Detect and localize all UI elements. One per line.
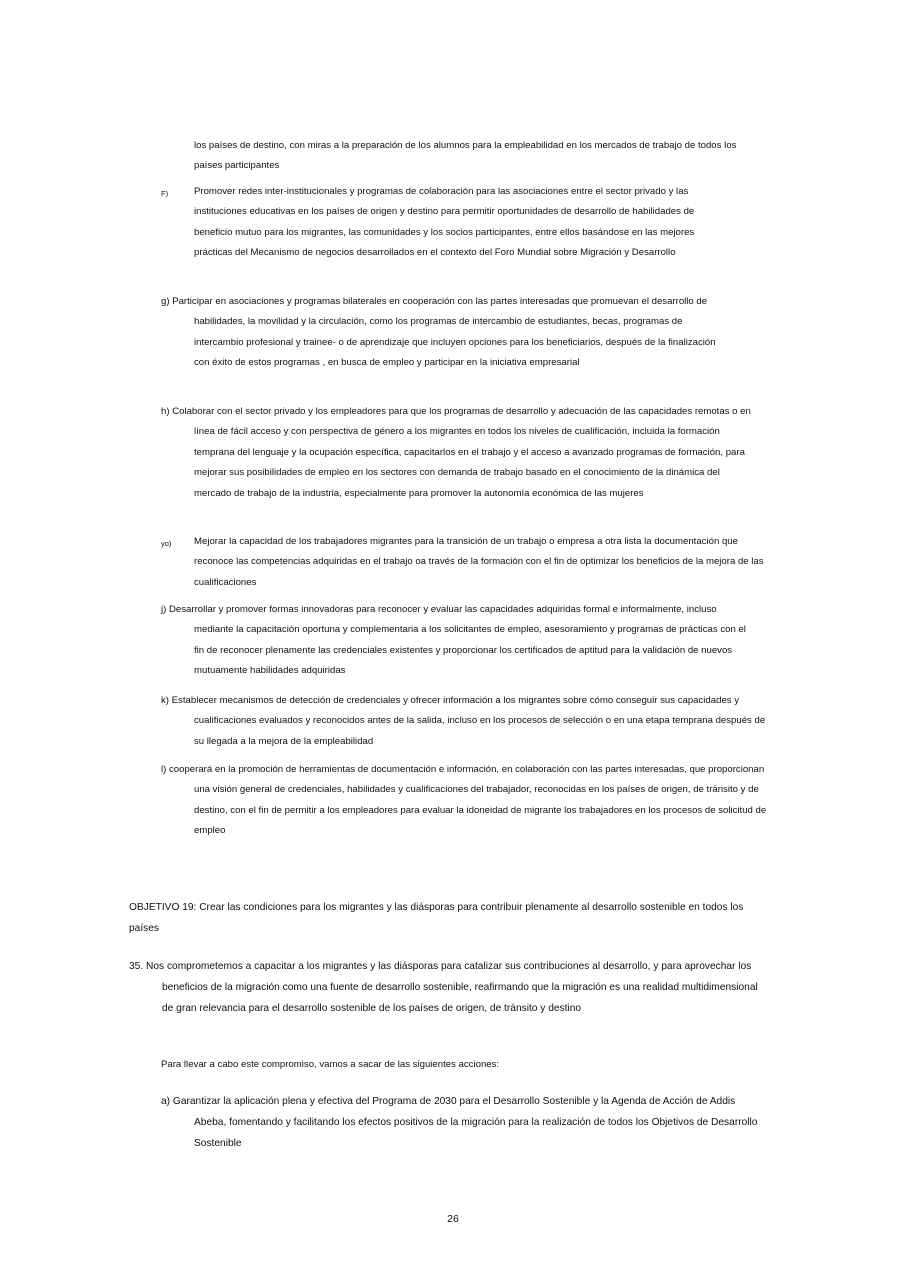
text-line: Abeba, fomentando y facilitando los efectos positivos de la migración para la realización de todos los Objetivos de Desarrollo — [194, 1117, 758, 1128]
item-h — [161, 402, 751, 504]
text-line: l) cooperará en la promoción de herramientas de documentación e información, en colaboración con las partes interesadas, que proporcionan — [161, 764, 765, 775]
text-line: a) Garantizar la aplicación plena y efectiva del Programa de 2030 para el Desarrollo Sostenible y la Agenda de Acción de Addis — [161, 1096, 736, 1107]
text-line: OBJETIVO 19: Crear las condiciones para los migrantes y las diásporas para contribuir plenamente al desarrollo sostenible en todos los — [129, 902, 744, 913]
text-line: línea de fácil acceso y con perspectiva de género a los migrantes en todos los niveles de cualificación, incluida la formación — [194, 426, 720, 438]
text-line: mutuamente habilidades adquiridas — [194, 665, 346, 677]
text-line: empleo — [194, 825, 226, 837]
text-line: instituciones educativas en los países de origen y destino para permitir oportunidades de desarrollo de habilidades de — [194, 206, 695, 218]
text-line: los países de destino, con miras a la preparación de los alumnos para la empleabilidad en los mercados de trabajo de todos los — [194, 140, 737, 151]
text-line: fin de reconocer plenamente las credenciales existentes y proporcionar los certificados de aptitud para la validación de nuevos — [194, 644, 733, 656]
commitment-paragraph — [129, 956, 758, 1019]
text-line: mercado de trabajo de la industria, especialmente para promover la autonomía económica de las mujeres — [194, 487, 644, 499]
item-a — [161, 1091, 757, 1154]
text-line: de gran relevancia para el desarrollo sostenible de los países de origen, de tránsito y destino — [162, 1003, 582, 1014]
text-line: beneficios de la migración como una fuente de desarrollo sostenible, reafirmando que la migración es una realidad multidimensional — [162, 982, 758, 993]
actions-intro — [161, 1055, 499, 1075]
text-line: cualificaciones evaluados y reconocidos antes de la salida, incluso en los procesos de selección o en una etapa temprana después de — [194, 715, 766, 727]
text-line: países — [129, 923, 160, 934]
text-line: h) Colaborar con el sector privado y los empleadores para que los programas de desarrollo y adecuación de las capacidades remotas o en — [161, 406, 751, 417]
text-line: reconoce las competencias adquiridas en el trabajo oa través de la formación con el fin de optimizar los beneficios de la mejora de las — [194, 556, 764, 568]
text-line: países participantes — [194, 160, 280, 172]
item-i — [194, 532, 764, 593]
text-line: cualificaciones — [194, 576, 257, 588]
text-line: g) Participar en asociaciones y programas bilaterales en cooperación con las partes interesadas que promuevan el desarrollo de — [161, 296, 708, 307]
text-line: k) Establecer mecanismos de detección de credenciales y ofrecer información a los migrantes sobre cómo conseguir sus capacidades y — [161, 695, 740, 706]
text-line: habilidades, la movilidad y la circulación, como los programas de intercambio de estudiantes, becas, programas de — [194, 316, 683, 328]
text-line: intercambio profesional y trainee- o de aprendizaje que incluyen opciones para los beneficiarios, después de la finalización — [194, 336, 716, 348]
item-k — [161, 691, 765, 752]
text-line: Promover redes inter-institucionales y programas de colaboración para las asociaciones entre el sector privado y las — [194, 186, 689, 197]
text-line: Mejorar la capacidad de los trabajadores migrantes para la transición de un trabajo o empresa a otra lista la documentación que — [194, 536, 738, 547]
text-line: prácticas del Mecanismo de negocios desarrollados en el contexto del Foro Mundial sobre Migración y Desarrollo — [194, 247, 676, 259]
objective-heading — [129, 897, 743, 939]
text-line: una visión general de credenciales, habilidades y cualificaciones del trabajador, reconocidas en los países de origen, de tránsito y de — [194, 784, 759, 796]
page-number: 26 — [447, 1213, 459, 1225]
item-g — [161, 292, 716, 374]
text-line: beneficio mutuo para los migrantes, las comunidades y los socios participantes, entre ellos basándose en las mejores — [194, 226, 695, 238]
text-line: j) Desarrollar y promover formas innovadoras para reconocer y evaluar las capacidades adquiridas formal e informalmente, incluso — [161, 604, 717, 615]
paragraph-continuation — [194, 136, 736, 177]
item-f — [194, 182, 694, 264]
text-line: 35. Nos comprometemos a capacitar a los migrantes y las diásporas para catalizar sus contribuciones al desarrollo, y para aprovechar los — [129, 961, 752, 972]
text-line: con éxito de estos programas , en busca de empleo y participar en la iniciativa empresarial — [194, 357, 580, 369]
item-marker-f: F) — [161, 189, 169, 198]
item-marker-yo: yo) — [161, 539, 172, 548]
text-line: Para llevar a cabo este compromiso, vamos a sacar de las siguientes acciones: — [161, 1059, 500, 1070]
text-line: mediante la capacitación oportuna y complementaria a los solicitantes de empleo, asesoramiento y programas de prácticas con el — [194, 624, 746, 636]
text-line: mejorar sus posibilidades de empleo en los sectores con demanda de trabajo basado en el conocimiento de la dinámica del — [194, 467, 720, 479]
text-line: Sostenible — [194, 1138, 242, 1149]
text-line: temprana del lenguaje y la ocupación específica, capacitarlos en el trabajo y el acceso a avanzado programas de formación, para — [194, 446, 745, 458]
item-l — [161, 760, 766, 842]
text-line: destino, con el fin de permitir a los empleadores para evaluar la idoneidad de migrante los trabajadores en los procesos de solicitud de — [194, 804, 767, 816]
text-line: su llegada a la mejora de la empleabilidad — [194, 735, 374, 747]
item-j — [161, 600, 746, 682]
